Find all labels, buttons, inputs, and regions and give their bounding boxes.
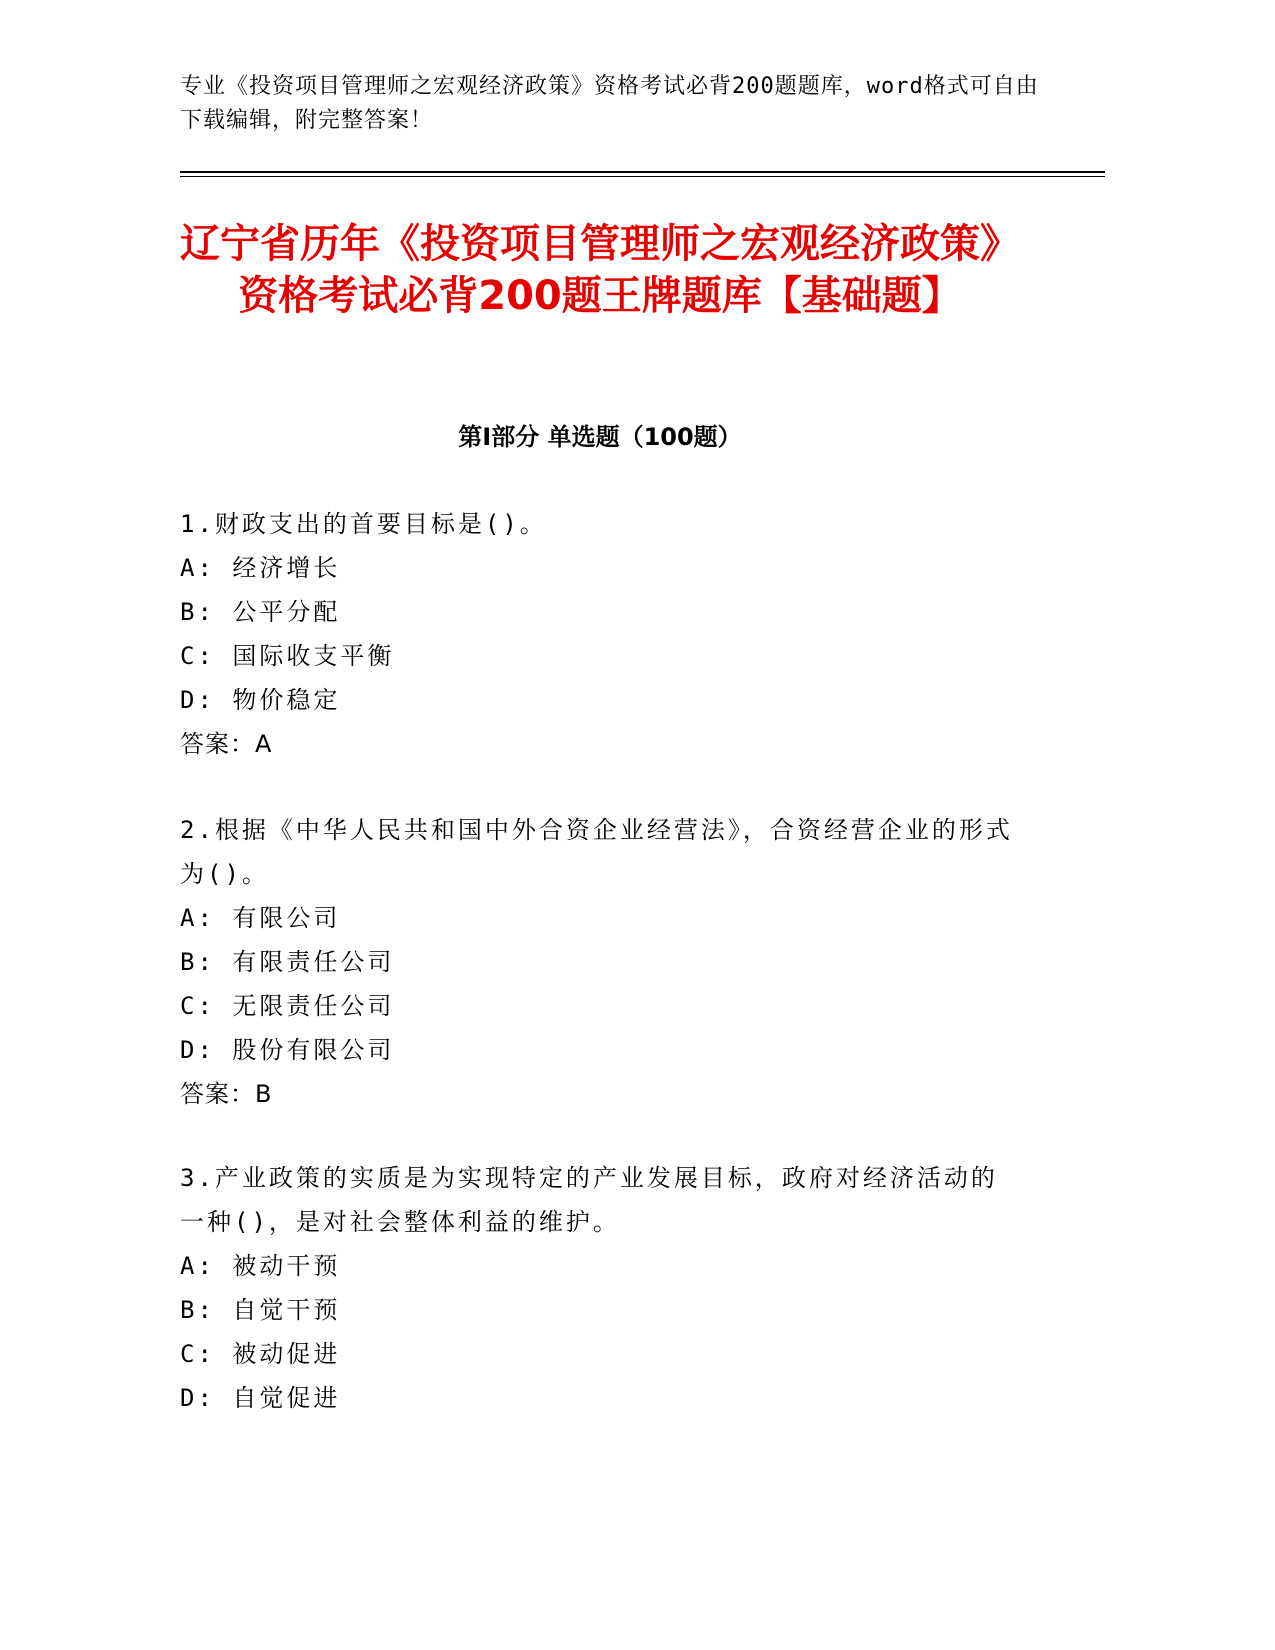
option-c: C: 无限责任公司 <box>180 992 395 1020</box>
header-rule-thin <box>180 176 1105 177</box>
option-a: A: 有限公司 <box>180 904 341 932</box>
section-title: 第I部分 单选题（100题） <box>458 423 742 451</box>
answer: 答案：B <box>180 1080 273 1108</box>
option-a: A: 被动干预 <box>180 1252 341 1280</box>
document-title: 辽宁省历年《投资项目管理师之宏观经济政策》资格考试必背200题王牌题库【基础题】 <box>180 221 1020 319</box>
question-stem: 3.产业政策的实质是为实现特定的产业发展目标，政府对经济活动的一种()，是对社会整体利益的维护。 <box>180 1164 998 1236</box>
question-2 <box>180 808 1020 1116</box>
header-rule-thick <box>180 171 1105 173</box>
question-stem: 2.根据《中华人民共和国中外合资企业经营法》，合资经营企业的形式为()。 <box>180 816 1013 888</box>
question-3 <box>180 1156 1020 1420</box>
option-a: A: 经济增长 <box>180 554 341 582</box>
option-b: B: 有限责任公司 <box>180 948 395 976</box>
header-note: 专业《投资项目管理师之宏观经济政策》资格考试必背200题题库，word格式可自由下载编辑，附完整答案！ <box>180 74 1039 133</box>
question-stem: 1.财政支出的首要目标是()。 <box>180 510 547 538</box>
option-b: B: 自觉干预 <box>180 1296 341 1324</box>
question-1 <box>180 502 1020 766</box>
option-d: D: 股份有限公司 <box>180 1036 395 1064</box>
option-c: C: 被动促进 <box>180 1340 341 1368</box>
option-b: B: 公平分配 <box>180 598 341 626</box>
option-d: D: 物价稳定 <box>180 686 341 714</box>
option-d: D: 自觉促进 <box>180 1384 341 1412</box>
answer: 答案：A <box>180 730 273 758</box>
option-c: C: 国际收支平衡 <box>180 642 395 670</box>
